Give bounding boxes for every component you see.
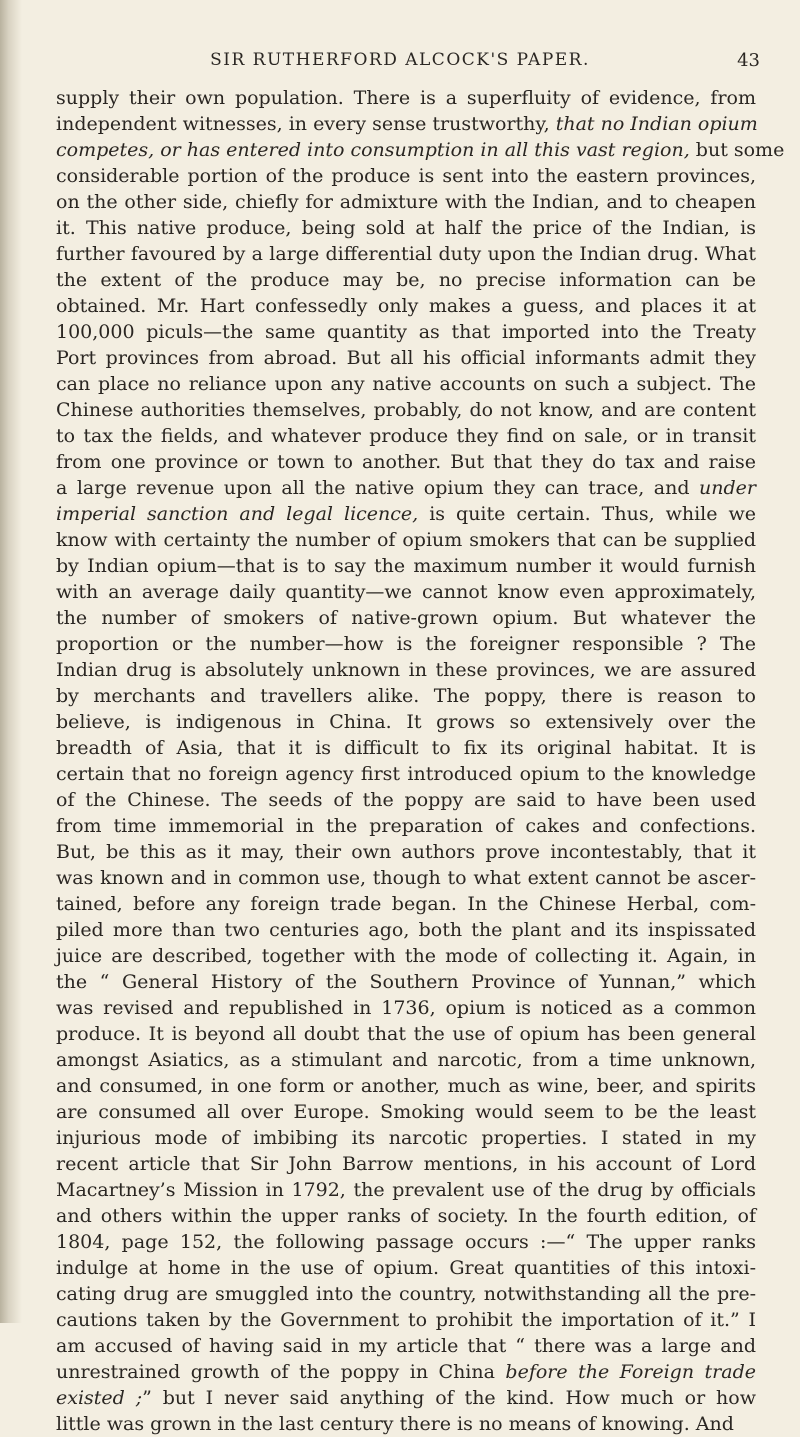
text-line [56,917,756,943]
text-line [56,1021,756,1047]
text-line [56,449,756,475]
page-number: 43 [737,50,760,71]
text-run: recent article that Sir John Barrow mentions, in his account of Lord [56,1153,756,1175]
text-run: with an average daily quantity—we cannot know even approximately, [56,581,756,603]
text-line [56,1333,756,1359]
text-run: the extent of the produce may be, no precise information can be [56,269,756,291]
text-line [56,1385,756,1411]
text-run: cautions taken by the Government to prohibit the importation of it.” I [56,1309,756,1331]
text-run: amongst Asiatics, as a stimulant and narcotic, from a time unknown, [56,1049,756,1071]
text-line [56,371,756,397]
text-run: Macartney’s Mission in 1792, the prevalent use of the drug by officials [56,1179,756,1201]
text-line [56,85,756,111]
italic-text-run: before the Foreign trade [505,1361,756,1383]
text-line [56,1307,756,1333]
text-run: supply their own population. There is a superfluity of evidence, from [56,87,756,109]
text-line [56,501,756,527]
text-run: breadth of Asia, that it is difficult to fix its original habitat. It is [56,737,756,759]
text-line [56,1411,756,1437]
text-run: of the Chinese. The seeds of the poppy are said to have been used [56,789,756,811]
text-line [56,969,756,995]
text-run: obtained. Mr. Hart confessedly only makes a guess, and places it at [56,295,756,317]
text-line [56,1255,756,1281]
italic-text-run: competes, or has entered into consumption in all this vast region, [56,139,690,161]
text-run: injurious mode of imbibing its narcotic properties. I stated in my [56,1127,756,1149]
text-run: certain that no foreign agency first introduced opium to the knowledge [56,763,756,785]
text-line [56,631,756,657]
running-header [40,50,760,78]
text-run: further favoured by a large differential duty upon the Indian drug. What [56,243,756,265]
text-run: by Indian opium—that is to say the maximum number it would furnish [56,555,756,577]
text-run: little was grown in the last century there is no means of knowing. And [56,1413,734,1435]
text-line [56,553,756,579]
text-run: ” but I never said anything of the kind. How much or how [142,1387,756,1409]
page-gutter-shadow [0,0,22,1323]
text-run: a large revenue upon all the native opium they can trace, and [56,477,700,499]
text-run: 100,000 piculs—the same quantity as that imported into the Treaty [56,321,756,343]
text-run: Chinese authorities themselves, probably, do not know, and are content [56,399,756,421]
text-line [56,787,756,813]
text-run: can place no reliance upon any native accounts on such a subject. The [56,373,756,395]
text-run: juice are described, together with the mode of collecting it. Again, in [56,945,756,967]
italic-text-run: imperial sanction and legal licence, [56,503,419,525]
text-line [56,995,756,1021]
text-line [56,267,756,293]
text-run: 1804, page 152, the following passage occurs :—“ The upper ranks [56,1231,756,1253]
text-run: know with certainty the number of opium smokers that can be supplied [56,529,756,551]
text-run: believe, is indigenous in China. It grows so extensively over the [56,711,756,733]
text-line [56,1281,756,1307]
text-run: the “ General History of the Southern Province of Yunnan,” which [56,971,756,993]
text-run: it. This native produce, being sold at half the price of the Indian, is [56,217,756,239]
text-run: piled more than two centuries ago, both the plant and its inspissated [56,919,756,941]
text-run: by merchants and travellers alike. The poppy, there is reason to [56,685,756,707]
running-header-title: SIR RUTHERFORD ALCOCK'S PAPER. [210,50,590,70]
text-line [56,579,756,605]
text-run: is quite certain. Thus, while we [418,503,757,525]
text-run: proportion or the number—how is the foreigner responsible ? The [56,633,756,655]
text-line [56,1359,756,1385]
text-line [56,813,756,839]
text-line [56,1203,756,1229]
text-line [56,397,756,423]
text-run: am accused of having said in my article that “ there was a large and [56,1335,756,1357]
text-line [56,1151,756,1177]
text-run: independent witnesses, in every sense trustworthy, [56,113,556,135]
text-line [56,215,756,241]
body-text [56,85,785,1435]
text-line [56,1125,756,1151]
text-line [56,943,756,969]
text-line [56,293,756,319]
text-run: tained, before any foreign trade began. In the Chinese Herbal, com- [56,893,756,915]
text-run: considerable portion of the produce is sent into the eastern provinces, [56,165,756,187]
text-run: indulge at home in the use of opium. Great quantities of this intoxi- [56,1257,756,1279]
text-run: and consumed, in one form or another, much as wine, beer, and spirits [56,1075,756,1097]
text-line [56,319,756,345]
text-run: to tax the fields, and whatever produce they find on sale, or in transit [56,425,756,447]
text-run: and others within the upper ranks of society. In the fourth edition, of [56,1205,756,1227]
text-line [56,241,756,267]
text-line [56,605,756,631]
text-run: from one province or town to another. But that they do tax and raise [56,451,756,473]
text-run: Indian drug is absolutely unknown in these provinces, we are assured [56,659,756,681]
text-line [56,709,756,735]
text-line [56,1073,756,1099]
text-line [56,475,756,501]
text-run: was revised and republished in 1736, opium is noticed as a common [56,997,756,1019]
text-line [56,423,756,449]
italic-text-run: existed ; [56,1387,143,1409]
text-line [56,1177,756,1203]
text-run: are consumed all over Europe. Smoking would seem to be the least [56,1101,756,1123]
text-line [56,735,756,761]
text-line [56,891,756,917]
text-line [56,137,785,163]
text-line [56,1229,756,1255]
text-line [56,163,756,189]
text-line [56,111,756,137]
text-run: unrestrained growth of the poppy in China [56,1361,506,1383]
text-run: cating drug are smuggled into the country, notwithstanding all the pre- [56,1283,756,1305]
text-run: produce. It is beyond all doubt that the use of opium has been general [56,1023,756,1045]
text-line [56,657,756,683]
text-run: from time immemorial in the preparation of cakes and confections. [56,815,756,837]
text-run: But, be this as it may, their own authors prove incontestably, that it [56,841,756,863]
text-line [56,527,756,553]
text-run: Port provinces from abroad. But all his official informants admit they [56,347,756,369]
text-run: but some [689,139,785,161]
text-line [56,761,756,787]
text-line [56,839,756,865]
text-line [56,189,756,215]
text-line [56,1047,756,1073]
italic-text-run: that no Indian opium [555,113,758,135]
text-run: the number of smokers of native-grown opium. But whatever the [56,607,756,629]
italic-text-run: under [699,477,756,499]
text-line [56,683,756,709]
text-line [56,1099,756,1125]
text-line [56,345,756,371]
text-line [56,865,756,891]
text-run: on the other side, chiefly for admixture with the Indian, and to cheapen [56,191,756,213]
text-run: was known and in common use, though to what extent cannot be ascer- [56,867,756,889]
